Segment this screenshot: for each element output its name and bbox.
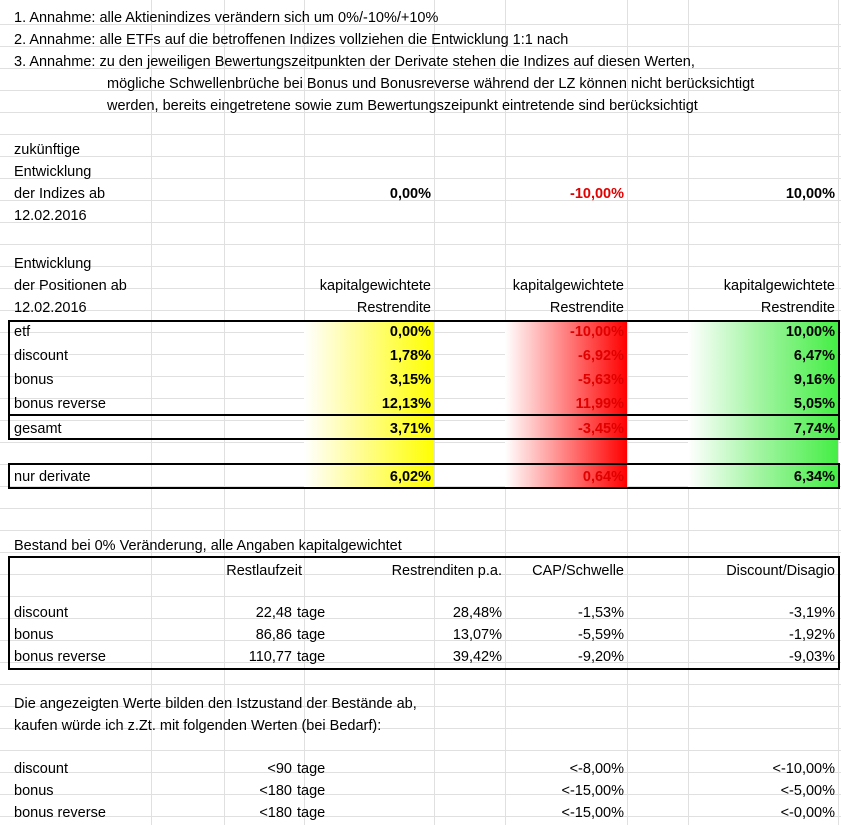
buy-label: bonus bbox=[14, 783, 54, 799]
holding-label: discount bbox=[14, 605, 69, 621]
holding-discount: -9,03% bbox=[789, 649, 835, 665]
assumption-3: 3. Annahme: zu den jeweiligen Bewertungszeitpunkten der Derivate stehen die Indizes auf diesen Werten, bbox=[14, 54, 695, 70]
derivatives-value: 0,64% bbox=[582, 469, 624, 485]
derivatives-value: 6,02% bbox=[389, 469, 431, 485]
column-header: kapitalgewichtete bbox=[319, 278, 431, 294]
index-dev-label: zukünftige bbox=[14, 142, 81, 158]
total-value: -3,45% bbox=[578, 421, 624, 437]
buy-label: discount bbox=[14, 761, 69, 777]
holdings-title: Bestand bei 0% Veränderung, alle Angaben kapitalgewichtet bbox=[14, 538, 402, 554]
holding-unit: tage bbox=[297, 605, 326, 621]
position-value: -6,92% bbox=[578, 348, 624, 364]
header-cap: CAP/Schwelle bbox=[532, 563, 624, 579]
holding-yield: 13,07% bbox=[452, 627, 502, 643]
position-dev-date: 12.02.2016 bbox=[14, 300, 87, 316]
holding-label: bonus reverse bbox=[14, 649, 106, 665]
position-value: 10,00% bbox=[785, 324, 835, 340]
gridline bbox=[0, 244, 841, 245]
gridline bbox=[0, 750, 841, 751]
holding-yield: 28,48% bbox=[452, 605, 502, 621]
buy-note: kaufen würde ich z.Zt. mit folgenden Werten (bei Bedarf): bbox=[14, 718, 382, 734]
position-value: 9,16% bbox=[793, 372, 835, 388]
assumption-3-line2: mögliche Schwellenbrüche bei Bonus und Bonusreverse während der LZ können nicht berücksichtigt bbox=[107, 76, 755, 92]
total-value: 7,74% bbox=[793, 421, 835, 437]
column-header: kapitalgewichtete bbox=[512, 278, 624, 294]
header-restlaufzeit: Restlaufzeit bbox=[226, 563, 302, 579]
holding-cap: -1,53% bbox=[578, 605, 624, 621]
gridline bbox=[0, 530, 841, 531]
buy-unit: tage bbox=[297, 783, 326, 799]
buy-cap: <-15,00% bbox=[561, 805, 624, 821]
holding-cap: -5,59% bbox=[578, 627, 624, 643]
column-header: Restrendite bbox=[760, 300, 835, 316]
gridline bbox=[0, 156, 841, 157]
position-label: bonus bbox=[14, 372, 54, 388]
holding-unit: tage bbox=[297, 627, 326, 643]
position-label: etf bbox=[14, 324, 31, 340]
buy-cap: <-8,00% bbox=[569, 761, 624, 777]
holding-label: bonus bbox=[14, 627, 54, 643]
holding-cap: -9,20% bbox=[578, 649, 624, 665]
buy-unit: tage bbox=[297, 805, 326, 821]
buy-unit: tage bbox=[297, 761, 326, 777]
total-label: gesamt bbox=[14, 421, 62, 437]
gridline bbox=[0, 178, 841, 179]
position-value: 3,15% bbox=[389, 372, 431, 388]
buy-restlaufzeit: <180 bbox=[259, 805, 292, 821]
column-header: Restrendite bbox=[356, 300, 431, 316]
position-label: bonus reverse bbox=[14, 396, 106, 412]
holding-discount: -3,19% bbox=[789, 605, 835, 621]
total-separator bbox=[8, 414, 840, 416]
position-value: 11,99% bbox=[575, 396, 624, 412]
scenario-plus10: 10,00% bbox=[785, 186, 835, 202]
column-header: kapitalgewichtete bbox=[723, 278, 835, 294]
buy-restlaufzeit: <90 bbox=[267, 761, 292, 777]
position-value: 6,47% bbox=[793, 348, 835, 364]
holding-restlaufzeit: 86,86 bbox=[255, 627, 292, 643]
gridline bbox=[0, 266, 841, 267]
derivatives-label: nur derivate bbox=[14, 469, 91, 485]
scenario-minus10: -10,00% bbox=[569, 186, 624, 202]
buy-note: Die angezeigten Werte bilden den Istzustand der Bestände ab, bbox=[14, 696, 417, 712]
buy-cap: <-15,00% bbox=[561, 783, 624, 799]
assumption-1: 1. Annahme: alle Aktienindizes verändern sich um 0%/-10%/+10% bbox=[14, 10, 439, 26]
header-restrenditen: Restrenditen p.a. bbox=[391, 563, 502, 579]
gridline bbox=[0, 684, 841, 685]
buy-label: bonus reverse bbox=[14, 805, 106, 821]
position-value: -10,00% bbox=[569, 324, 624, 340]
scenario-0: 0,00% bbox=[389, 186, 431, 202]
index-dev-label: Entwicklung bbox=[14, 164, 92, 180]
derivatives-value: 6,34% bbox=[793, 469, 835, 485]
holding-yield: 39,42% bbox=[452, 649, 502, 665]
buy-discount: <-0,00% bbox=[780, 805, 835, 821]
holding-restlaufzeit: 110,77 bbox=[248, 649, 292, 665]
holding-restlaufzeit: 22,48 bbox=[255, 605, 292, 621]
buy-discount: <-10,00% bbox=[772, 761, 835, 777]
position-value: 1,78% bbox=[389, 348, 431, 364]
buy-restlaufzeit: <180 bbox=[259, 783, 292, 799]
position-value: 12,13% bbox=[381, 396, 431, 412]
holding-discount: -1,92% bbox=[789, 627, 835, 643]
gridline bbox=[0, 134, 841, 135]
position-label: discount bbox=[14, 348, 69, 364]
gridline bbox=[0, 508, 841, 509]
header-discount: Discount/Disagio bbox=[726, 563, 835, 579]
position-value: -5,63% bbox=[578, 372, 624, 388]
position-value: 5,05% bbox=[793, 396, 835, 412]
index-dev-label: der Indizes ab bbox=[14, 186, 106, 202]
assumption-3-line3: werden, bereits eingetretene sowie zum Bewertungszeipunkt eintretende sind berücksichtigt bbox=[107, 98, 698, 114]
holding-unit: tage bbox=[297, 649, 326, 665]
position-dev-label: Entwicklung bbox=[14, 256, 92, 272]
index-dev-date: 12.02.2016 bbox=[14, 208, 87, 224]
gridline bbox=[0, 222, 841, 223]
assumption-2: 2. Annahme: alle ETFs auf die betroffenen Indizes vollziehen die Entwicklung 1:1 nach bbox=[14, 32, 569, 48]
total-value: 3,71% bbox=[389, 421, 431, 437]
position-value: 0,00% bbox=[389, 324, 431, 340]
position-dev-label: der Positionen ab bbox=[14, 278, 127, 294]
buy-discount: <-5,00% bbox=[780, 783, 835, 799]
column-header: Restrendite bbox=[549, 300, 624, 316]
